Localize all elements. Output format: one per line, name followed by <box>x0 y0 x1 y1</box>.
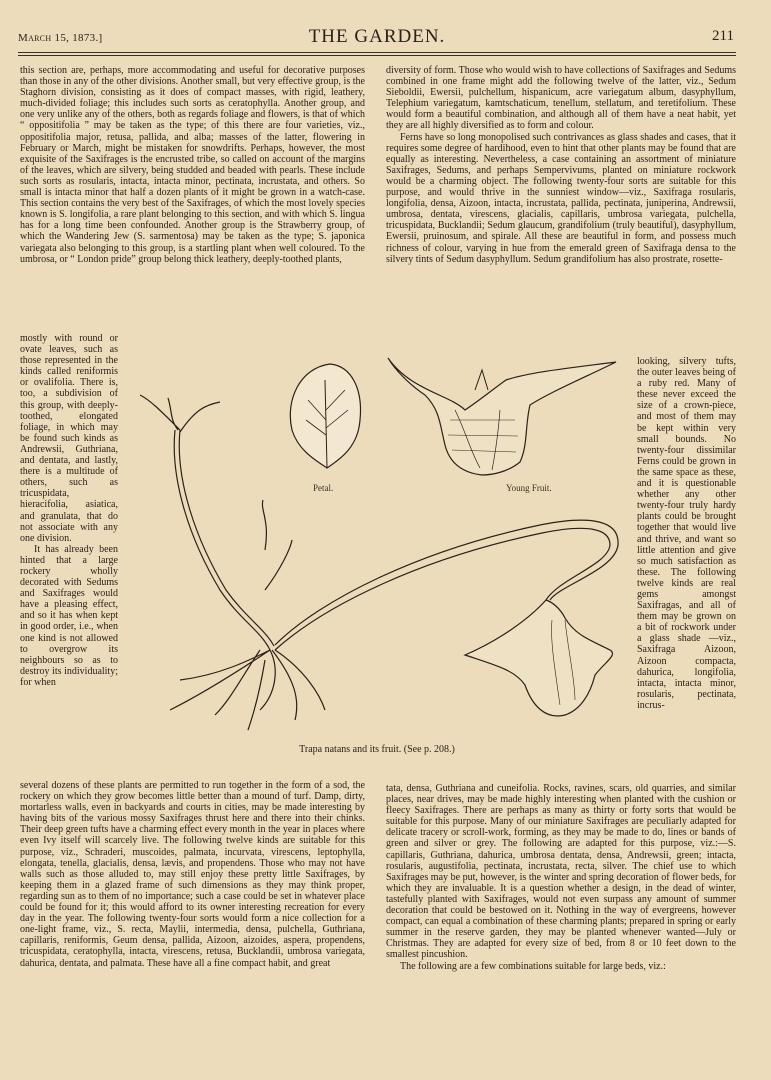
petal-caption: Petal. <box>313 483 334 493</box>
mature-fruit-figure <box>465 600 612 716</box>
column-left-bottom <box>20 780 365 1018</box>
figure-caption: Trapa natans and its fruit. (See p. 208.) <box>299 744 455 755</box>
paragraph: several dozens of these plants are permitted to run together in the form of a sod, the rockery on which they grow becomes little better than a mound of turf. Damp, dirty, mortarless walls, even in backyards and courts in cities, may be made interesting by having bits of the various mossy Saxifrages thrust here and there into their chinks. Their deep green tufts have a charming effect every month in the year in places where even Ivy itself will scarcely live. The following twelve kinds are suitable for this purpose, viz., Schraderi, muscoides, palmata, incurvata, virescens, leptophylla, elongata, tenella, glacialis, densa, lævis, and propendens. Those who may not have walls such as those alluded to, may still enjoy these pretty little Saxifrages, by keeping them in a glazed frame of such dimensions as they may think proper, regarding sun as to them of no importance; such a case could be set in whatever place could be found for it; this would afford to its owner interesting recreation for every day in the year. The following twenty-four sorts would form a nice collection for a one-light frame, viz., S. recta, Maylii, intermedia, densa, pulchella, Guthriana, capillaris, reniformis, Geum densa, pallida, Aizoon, aizoides, aspera, propendens, tricuspidata, ceratophylla, intacta, virescens, retusa, Bucklandii, umbrosa variegata, dahurica, dentata, and palmata. These have all a fine compact habit, and great <box>20 780 365 969</box>
paragraph: Ferns have so long monopolised such contrivances as glass shades and cases, that it requires some degree of hardihood, even to hint that other plants may be found that are equally as interesting. Nevertheless, a case containing an assortment of miniature Saxifrages, Sedums, and perhaps Sempervivums, planted on miniature rockwork would be a charming object. The following twenty-four sorts are suitable for this purpose, and would thrive in the sunniest window—viz., Saxifraga rosularis, longifolia, densa, Aizoon, intacta, incrustata, pallida, pectinata, juniperina, Andrewsii, umbrosa, dentata, virescens, glacialis, capillaris, umbrosa variegata, pulchella, tricuspidata, Bucklandii; Sedum glaucum, grandifolium (truly beautiful), dasyphyllum, Ewersii, pruinosum, and spirale. All these are beautiful in form, and possess much richness of colour, varying in hue from the emerald green of Saxifraga densa to the silvery tints of Sedum dasyphyllum. Sedum grandifolium has also prostrate, rosette- <box>386 131 736 265</box>
journal-title: THE GARDEN. <box>308 26 446 47</box>
paragraph: diversity of form. Those who would wish to have collections of Saxifrages and Sedums combined in one frame might add the following twelve of the latter, viz., Sedum Sieboldii, Ewersii, pulchellum, hispanicum, acre variegatum album, dasyphyllum, Telephium variegatum, kamtschaticum, tenellum, stellatum, and teretifolium. These would form a beautiful combination, and although all of them have a neat habit, yet they are all highly diversified as to form and colour. <box>386 65 736 132</box>
young-fruit-figure <box>388 358 616 475</box>
trapa-natans-illustration <box>120 350 635 742</box>
petal-figure <box>290 364 360 468</box>
page-header <box>18 26 736 53</box>
issue-date: March 15, 1873.] <box>18 32 103 44</box>
paragraph: this section are, perhaps, more accommodating and useful for decorative purposes than those in any of the other divisions. Another small, but very effective group, is the Staghorn division, consisting as it does of compact masses, with rigid, leathery, much-divided foliage; this includes such sorts as ceratophylla. Another group, and one very unlike any of the others, both as regards foliage and flowers, is that of which “ oppositifolia ” may be taken as the type; of this there are four varieties, viz., oppositifolia major, retusa, pallida, and alba; masses of the latter, flowering in February or March, might be mistaken for snowdrifts. Perhaps, however, the most exquisite of the Saxifrages is the encrusted tribe, so called on account of the margins of the leaves, which are silvery, being studded and beaded with pearls. These include such sorts as rosularis, intacta, intacta minor, pectinata, incrustata, and others. So small is intacta minor that half a dozen plants of it might be grown in a watch-case. This section contains the very best of the Saxifrages, of which the most lovely species known is S. longifolia, a rare plant belonging to this section, and with which S. lingua has for a long time been confounded. Another group is the Strawberry group, of which the Wandering Jew (S. sarmentosa) may be taken as the type; S. japonica variegata also belonging to this group, is a startling plant when well coloured. To the umbrosa, or “ London pride” group belong thick leathery, deeply-toothed plants, <box>20 65 365 265</box>
column-right-top <box>386 65 736 355</box>
paragraph: tata, densa, Guthriana and cuneifolia. Rocks, ravines, scars, old quarries, and similar places, near drives, may be made highly interesting when planted with the cushion or fleecy Saxifrages. There are perhaps as many as thirty or forty sorts that would be suitable for this purpose. Many of our miniature Saxifrages are peculiarly adapted for delicate tracery or scroll-work, forming, as they may be made to do, lines or bands of green and silver or grey. The following are adapted for this purpose, viz.:—S. capillaris, Guthriana, dahurica, umbrosa dentata, densa, Andrewsii, green; intacta, rosularis, augustifolia, pectinata, incrustata, recta, silver. The chief use to which Saxifrages may be put, however, is the winter and spring decoration of flower beds, for which they are invaluable. It is a question whether a design, in the dead of winter, tastefully planted with Saxifrages, would not even surpass any amount of summer decoration that could be bestowed on it. Nothing in the way of evergreens, however compact, can equal a combination of these charming plants; prepared in spring or early summer in the reserve garden, they may be planted whenever wanted—July or Christmas. They are adapted for every size of bed, from 8 or 10 feet down to the smallest pincushion. <box>386 783 736 961</box>
paragraph: looking, silvery tufts, the outer leaves being of a ruby red. Many of these never exceed the size of a crown-piece, and most of them may be kept within very small bounds. No twenty-four dissimilar Ferns could be grown in the same space as these, and it is questionable whether any other twenty-four truly hardy plants could be brought together that would live and thrive, and want so little attention and give so much satisfaction as these. The following twelve kinds are real gems amongst Saxifragas, and all of them may be grown on a bit of rockwork under a glass shade —viz., Saxifraga Aizoon, Aizoon compacta, dahurica, longifolia, intacta, intacta minor, rosularis, pectinata, incrus- <box>637 356 736 711</box>
column-left-narrow <box>20 333 118 780</box>
paragraph: The following are a few combinations suitable for large beds, viz.: <box>400 960 666 972</box>
column-left-top <box>20 65 365 332</box>
column-right-bottom <box>386 783 736 1018</box>
paragraph: mostly with round or ovate leaves, such as those represented in the kinds called reniformis or ovalifolia. There is, too, a subdivision of this group, with deeply-toothed, elongated foliage, in which may be found such kinds as Andrewsii, Guthriana, and dentata, and lastly, there is a multitude of others, such as tricuspidata, hieracifolia, asiatica, and granulata, that do not associate with any one division. <box>20 333 118 544</box>
page-number: 211 <box>712 28 734 44</box>
header-rule <box>18 55 736 56</box>
young-fruit-caption: Young Fruit. <box>506 483 552 493</box>
column-right-narrow <box>637 356 736 780</box>
paragraph: It has already been hinted that a large rockery wholly decorated with Sedums and Saxifrages would have a pleasing effect, and so it has when kept in good order, i.e., when one kind is not allowed to overgrow its neighbours so as to destroy its individuality; for when <box>20 543 118 688</box>
